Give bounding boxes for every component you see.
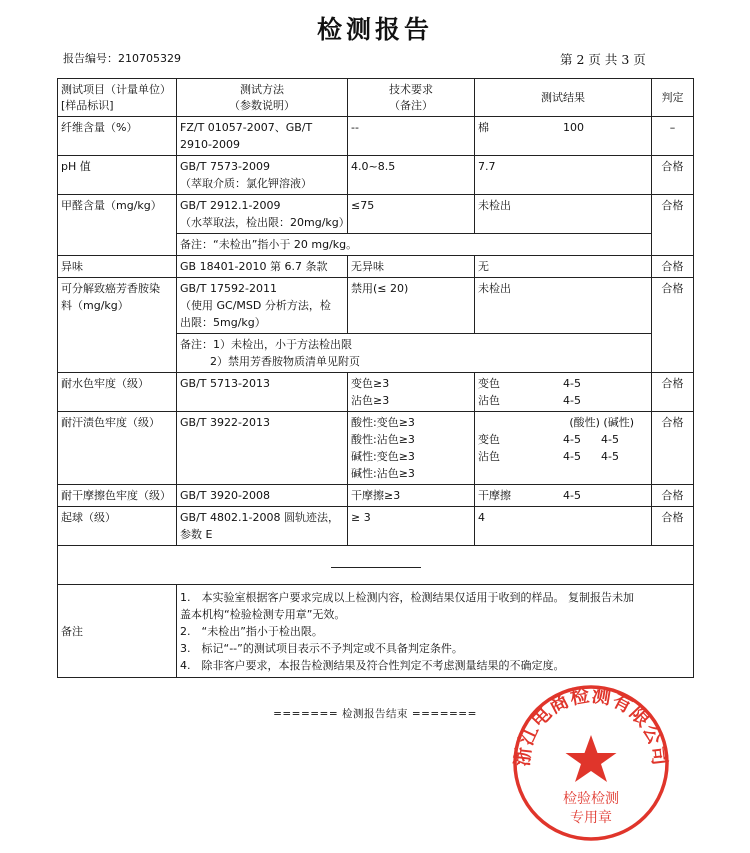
method-cell: GB/T 3922-2013 [177,412,348,485]
requirement-cell: 禁用(≤ 20) [348,278,475,334]
verdict-cell: 合格 [652,507,694,546]
requirement-cell: ≤75 [348,195,475,234]
item-ph: pH 值 [58,156,177,195]
method-cell: GB/T 2912.1-2009 （水萃取法，检出限：20mg/kg） [177,195,348,234]
table-row [58,117,694,156]
verdict-cell: 合格 [652,485,694,507]
col-header-item: 测试项目（计量单位） [样品标识] [58,79,177,117]
formaldehyde-note: 备注：“未检出”指小于 20 mg/kg。 [177,234,652,256]
result-cell: 未检出 [475,195,652,234]
col-header-result: 测试结果 [475,79,652,117]
table-header-row [58,79,694,117]
table-row [58,485,694,507]
remarks-label: 备注 [58,585,177,678]
col-header-requirement: 技术要求 （备注） [348,79,475,117]
item-aromatic-amine: 可分解致癌芳香胺染 料（mg/kg） [58,278,177,373]
verdict-cell: 合格 [652,195,694,256]
end-of-items-divider [331,567,421,568]
item-water-fastness: 耐水色牢度（级） [58,373,177,412]
col-header-method: 测试方法 （参数说明） [177,79,348,117]
table-row [58,256,694,278]
verdict-cell: 合格 [652,278,694,373]
item-pilling: 起球（级） [58,507,177,546]
result-cell: 变色 4-5 沾色 4-5 [475,373,652,412]
report-end-mark: ======= 检测报告结束 ======= [273,708,477,720]
verdict-cell: – [652,117,694,156]
result-cell: 干摩擦 4-5 [475,485,652,507]
result-cell: 4 [475,507,652,546]
amine-note: 备注：1）未检出，小于方法检出限 2）禁用芳香胺物质清单见附页 [177,334,652,373]
remarks-content: 1. 本实验室根据客户要求完成以上检测内容，检测结果仅适用于收到的样品。 复制报告未加 盖本机构“检验检测专用章”无效。 2. “未检出”指小于检出限。 3. 标记“--”的测试项目表示不予判定或不具备判定条件。 4. 除非客户要求，本报告检测结果及符合性判定不考虑测量结果的不确定度。 [177,585,694,678]
item-formaldehyde: 甲醛含量（mg/kg） [58,195,177,256]
method-cell: GB/T 4802.1-2008 圆轨迹法， 参数 E [177,507,348,546]
verdict-cell: 合格 [652,412,694,485]
result-cell: 无 [475,256,652,278]
requirement-cell: 酸性:变色≥3 酸性:沾色≥3 碱性:变色≥3 碱性:沾色≥3 [348,412,475,485]
verdict-cell: 合格 [652,373,694,412]
divider-row [58,546,694,585]
requirement-cell: 4.0~8.5 [348,156,475,195]
seal-line-1: 检验检测 [563,791,619,807]
star-icon [566,735,617,782]
table-row [58,373,694,412]
seal-line-2: 专用章 [570,810,612,826]
page-info: 第 2 页 共 3 页 [560,52,646,67]
requirement-cell: 无异味 [348,256,475,278]
table-row [58,156,694,195]
method-cell: GB 18401-2010 第 6.7 条款 [177,256,348,278]
company-seal-stamp [506,683,676,843]
item-fiber-content: 纤维含量（%） [58,117,177,156]
requirement-cell: 变色≥3 沾色≥3 [348,373,475,412]
test-results-table [57,78,694,678]
result-cell: 棉 100 [475,117,652,156]
table-row [58,278,694,334]
result-cell: 未检出 [475,278,652,334]
col-header-verdict: 判定 [652,79,694,117]
table-row [58,507,694,546]
item-rubbing-fastness: 耐干摩擦色牢度（级） [58,485,177,507]
verdict-cell: 合格 [652,156,694,195]
item-perspiration-fastness: 耐汗渍色牢度（级） [58,412,177,485]
verdict-cell: 合格 [652,256,694,278]
result-cell: (酸性) (碱性) 变色 4-5 4-5 沾色 4-5 4-5 [475,412,652,485]
table-row [58,412,694,485]
item-odor: 异味 [58,256,177,278]
requirement-cell: ≥ 3 [348,507,475,546]
requirement-cell: 干摩擦≥3 [348,485,475,507]
method-cell: GB/T 7573-2009 （萃取介质：氯化钾溶液） [177,156,348,195]
report-title: 检测报告 [316,15,433,44]
method-cell: GB/T 17592-2011 （使用 GC/MSD 分析方法，检 出限：5mg/kg） [177,278,348,334]
report-number: 报告编号：210705329 [63,52,181,65]
table-row [58,195,694,234]
method-cell: GB/T 5713-2013 [177,373,348,412]
remarks-row [58,585,694,678]
seal-org-name: 浙江电商检测有限公司 [511,684,671,768]
method-cell: FZ/T 01057-2007、GB/T 2910-2009 [177,117,348,156]
method-cell: GB/T 3920-2008 [177,485,348,507]
requirement-cell: -- [348,117,475,156]
result-cell: 7.7 [475,156,652,195]
